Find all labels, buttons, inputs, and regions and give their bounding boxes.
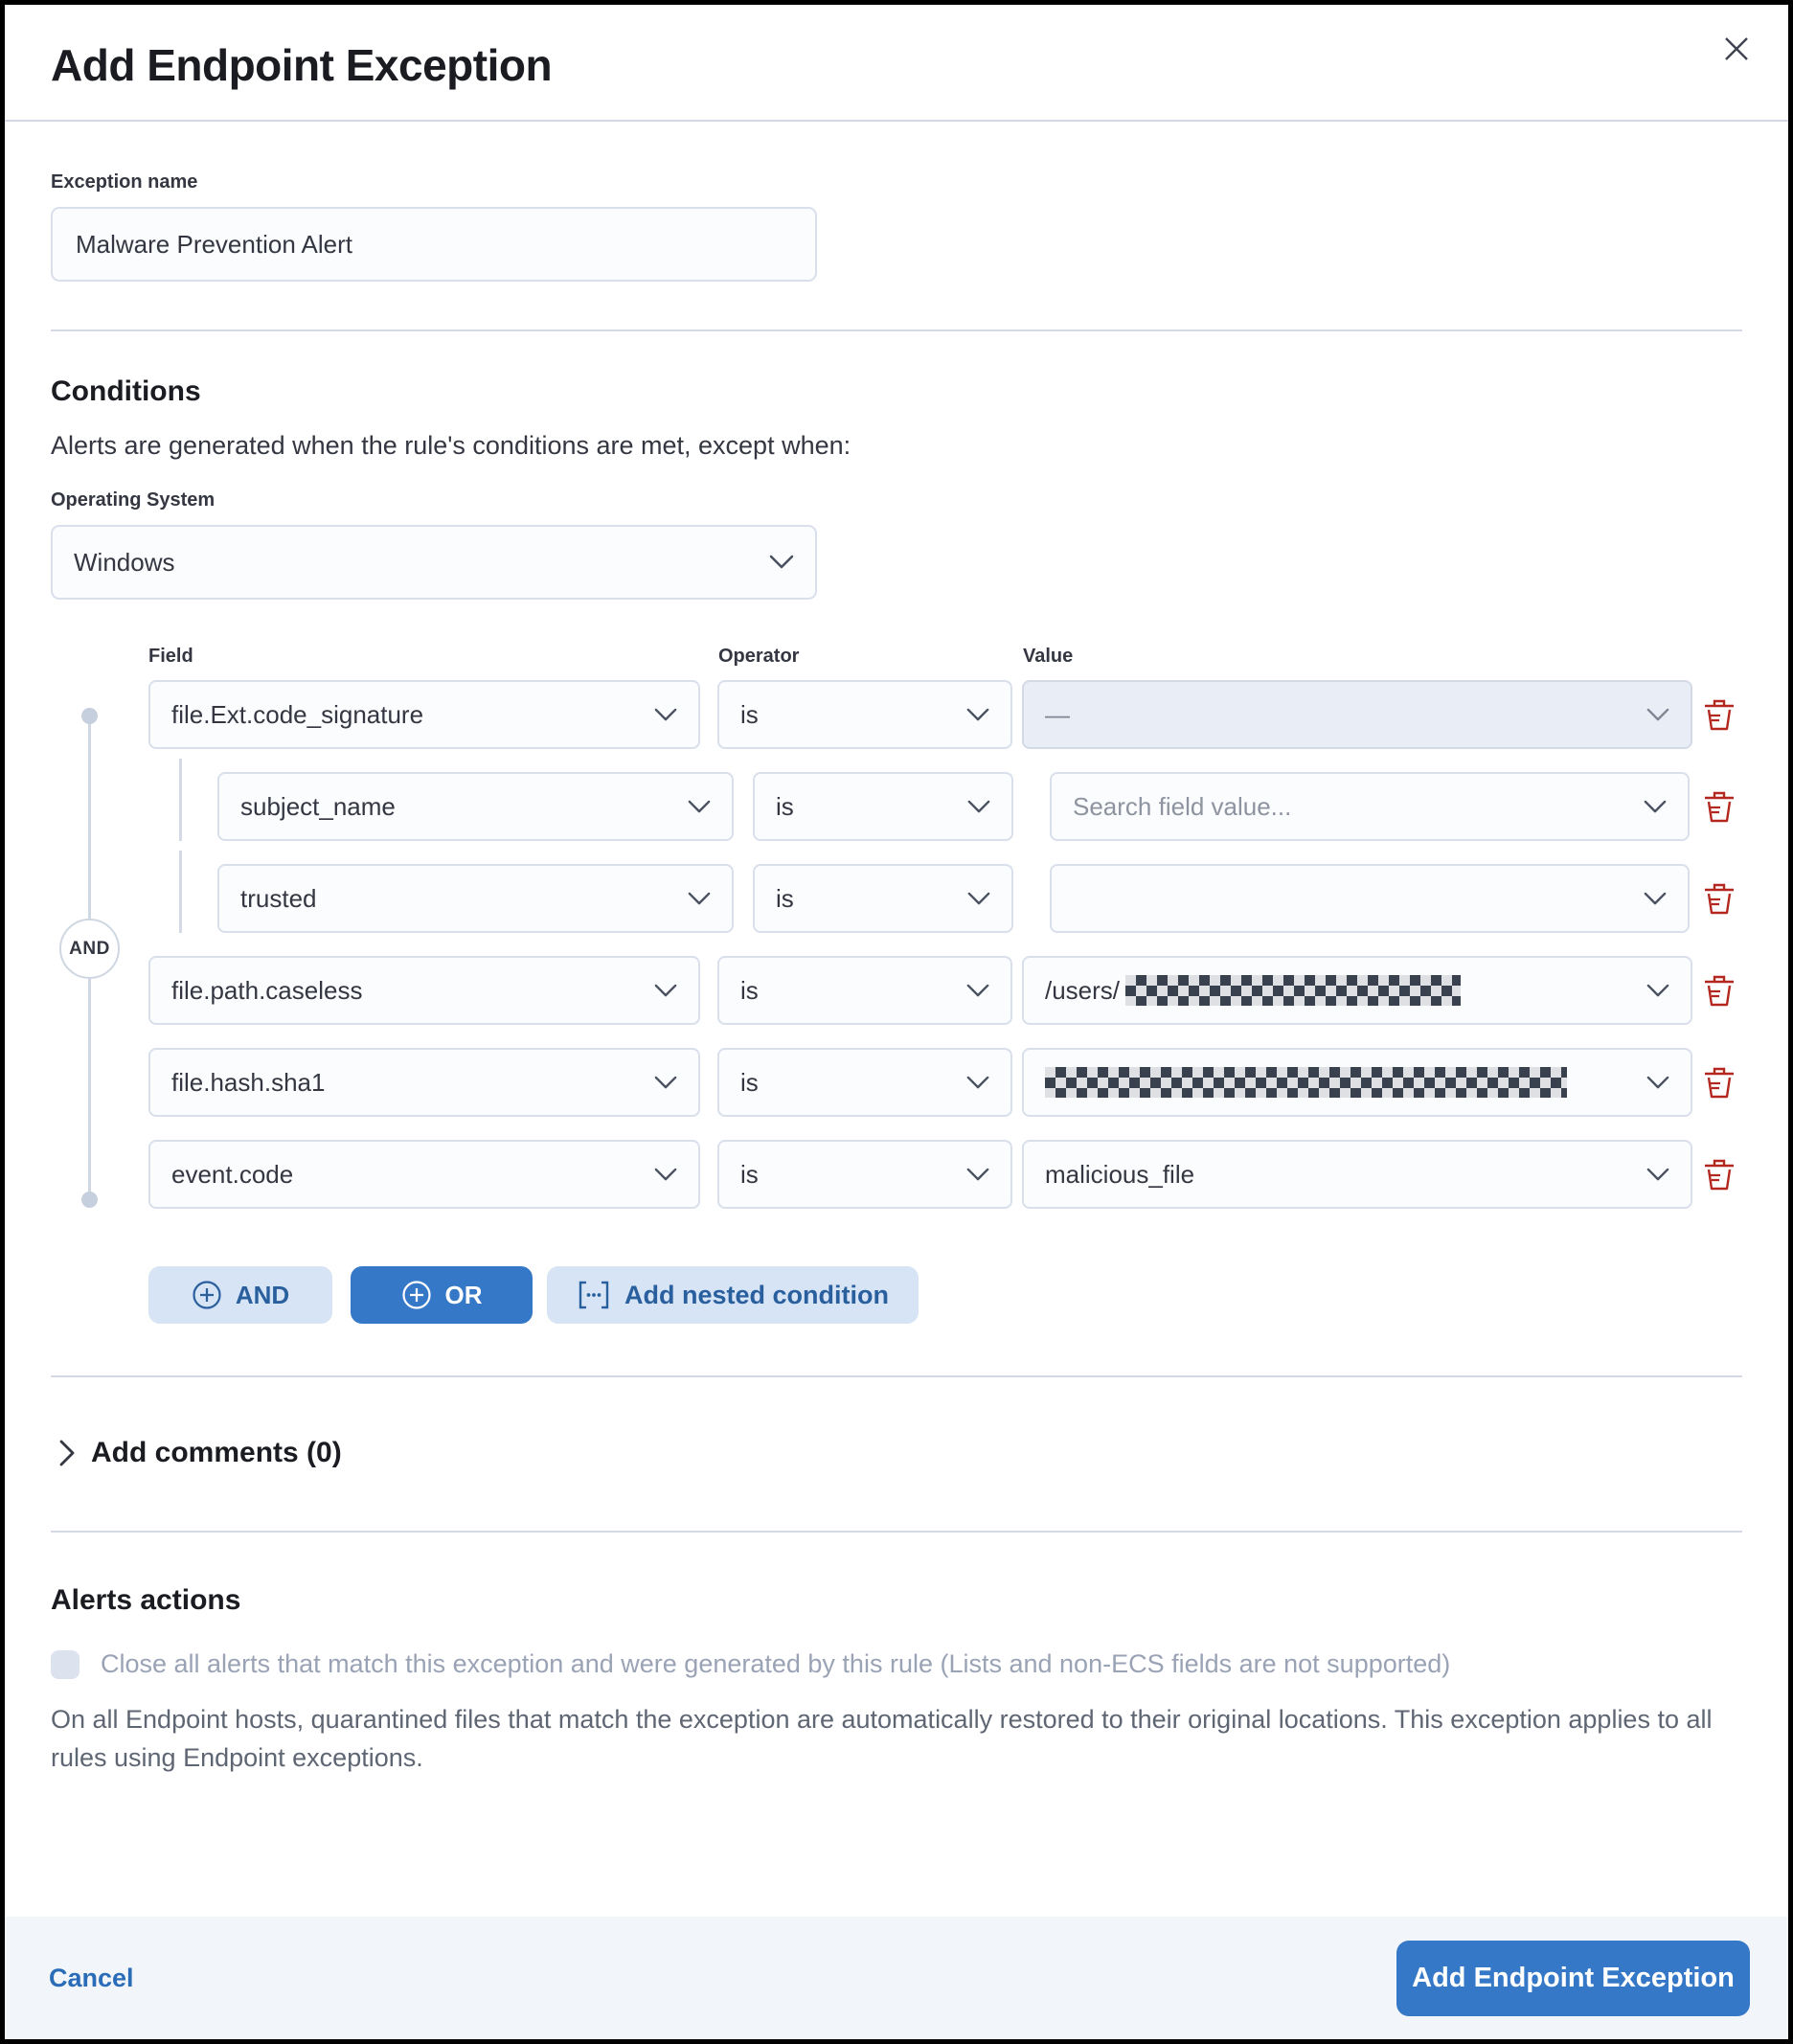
value-column-header: Value xyxy=(1023,645,1074,667)
condition-row-nested xyxy=(148,772,1742,841)
modal-header xyxy=(5,5,1788,122)
value-select[interactable] xyxy=(1022,956,1692,1025)
chevron-down-icon xyxy=(967,800,990,814)
value-select[interactable] xyxy=(1050,772,1690,841)
chevron-down-icon xyxy=(688,892,711,906)
operator-value: is xyxy=(740,699,759,729)
value-text: malicious_file xyxy=(1045,1159,1195,1189)
exception-name-label: Exception name xyxy=(51,171,198,193)
chevron-down-icon xyxy=(1646,1076,1669,1090)
field-value: file.path.caseless xyxy=(171,975,363,1005)
add-and-button[interactable] xyxy=(148,1266,332,1324)
close-alerts-label: Close all alerts that match this exception and were generated by this rule (Lists and non-ECS fields are not supported) xyxy=(101,1649,1451,1678)
condition-builder xyxy=(51,642,1742,1324)
delete-condition-button[interactable] xyxy=(1700,785,1738,828)
value-prefix: /users/ xyxy=(1045,975,1121,1005)
chevron-down-icon xyxy=(654,984,677,998)
chevron-down-icon xyxy=(654,1168,677,1182)
chevron-down-icon xyxy=(654,1076,677,1090)
condition-row-nested xyxy=(148,864,1742,933)
chevron-down-icon xyxy=(1644,800,1667,814)
conditions-heading: Conditions xyxy=(51,375,201,407)
page-title: Add Endpoint Exception xyxy=(51,40,553,90)
chevron-down-icon xyxy=(966,1168,989,1182)
trash-icon xyxy=(1703,697,1736,732)
add-or-button[interactable] xyxy=(351,1266,533,1324)
endpoint-exception-description: On all Endpoint hosts, quarantined files that match the exception are automatically restored to their original locations. This exception applies to all rules using Endpoint exceptions. xyxy=(51,1705,1713,1772)
value-redacted-path xyxy=(1045,975,1461,1006)
condition-buttons xyxy=(148,1266,1742,1324)
modal-footer xyxy=(5,1917,1788,2039)
modal-body xyxy=(5,171,1788,1777)
add-comments-toggle[interactable] xyxy=(58,1437,342,1469)
condition-row xyxy=(148,1140,1742,1209)
divider xyxy=(51,329,1742,331)
connector-dot-top xyxy=(81,708,98,724)
field-select[interactable] xyxy=(217,772,734,841)
condition-rows xyxy=(148,680,1742,1209)
field-select[interactable] xyxy=(148,680,700,749)
operator-select[interactable] xyxy=(717,680,1012,749)
exception-name-input[interactable] xyxy=(51,207,817,282)
chevron-down-icon xyxy=(1646,1168,1669,1182)
value-redacted-hash xyxy=(1045,1067,1567,1098)
exception-name-value: Malware Prevention Alert xyxy=(76,229,353,259)
operating-system-label: Operating System xyxy=(51,489,216,511)
operator-value: is xyxy=(776,791,794,821)
chevron-down-icon xyxy=(966,708,989,722)
column-headers xyxy=(148,642,1742,670)
field-value: file.Ext.code_signature xyxy=(171,699,424,729)
operator-select[interactable] xyxy=(717,1048,1012,1117)
field-value: subject_name xyxy=(240,791,396,821)
field-value: trusted xyxy=(240,883,317,913)
value-dash: — xyxy=(1045,699,1070,729)
field-value: file.hash.sha1 xyxy=(171,1067,326,1097)
value-select[interactable] xyxy=(1050,864,1690,933)
operator-column-header: Operator xyxy=(718,645,800,667)
operating-system-value: Windows xyxy=(74,547,175,577)
add-and-label: AND xyxy=(235,1280,290,1309)
operator-value: is xyxy=(776,883,794,913)
field-select[interactable] xyxy=(148,1048,700,1117)
chevron-down-icon xyxy=(1646,984,1669,998)
condition-row xyxy=(148,956,1742,1025)
nested-indent-bar xyxy=(179,759,182,841)
value-select xyxy=(1022,680,1692,749)
close-button[interactable] xyxy=(1714,26,1759,72)
operator-select[interactable] xyxy=(753,772,1013,841)
redacted-text xyxy=(1125,975,1461,1006)
add-endpoint-exception-button[interactable]: Add Endpoint Exception xyxy=(1396,1941,1750,2016)
brackets-dots-icon xyxy=(577,1279,624,1311)
condition-row xyxy=(148,1048,1742,1117)
connector-dot-bottom xyxy=(81,1192,98,1208)
operator-value: is xyxy=(740,975,759,1005)
chevron-down-icon xyxy=(688,800,711,814)
value-placeholder: Search field value... xyxy=(1073,791,1292,821)
trash-icon xyxy=(1703,1157,1736,1192)
trash-icon xyxy=(1703,973,1736,1008)
value-select[interactable] xyxy=(1022,1048,1692,1117)
condition-row xyxy=(148,680,1742,749)
field-select[interactable] xyxy=(148,956,700,1025)
trash-icon xyxy=(1703,881,1736,916)
operator-select[interactable] xyxy=(717,1140,1012,1209)
delete-condition-button[interactable] xyxy=(1700,693,1738,736)
plus-in-circle-icon xyxy=(192,1280,236,1310)
conditions-description: Alerts are generated when the rule's conditions are met, except when: xyxy=(51,431,851,460)
chevron-down-icon xyxy=(1646,708,1669,722)
alerts-actions-heading: Alerts actions xyxy=(51,1584,241,1616)
delete-condition-button[interactable] xyxy=(1700,877,1738,920)
delete-condition-button[interactable] xyxy=(1700,1061,1738,1103)
plus-in-circle-icon xyxy=(401,1280,445,1310)
chevron-down-icon xyxy=(1644,892,1667,906)
redacted-text xyxy=(1045,1067,1567,1098)
divider xyxy=(51,1375,1742,1377)
trash-icon xyxy=(1703,1065,1736,1100)
and-join-badge: AND xyxy=(59,919,120,979)
chevron-down-icon xyxy=(654,708,677,722)
chevron-down-icon xyxy=(966,1076,989,1090)
value-select[interactable] xyxy=(1022,1140,1692,1209)
chevron-down-icon xyxy=(966,984,989,998)
chevron-right-icon xyxy=(58,1439,76,1467)
field-select[interactable] xyxy=(148,1140,700,1209)
operator-value: is xyxy=(740,1067,759,1097)
delete-condition-button[interactable] xyxy=(1700,1153,1738,1195)
field-column-header: Field xyxy=(148,645,193,667)
delete-condition-button[interactable] xyxy=(1700,969,1738,1011)
operator-select[interactable] xyxy=(717,956,1012,1025)
close-alerts-checkbox[interactable] xyxy=(51,1650,79,1679)
operating-system-select[interactable] xyxy=(51,525,817,600)
add-comments-label: Add comments (0) xyxy=(91,1437,342,1468)
field-value: event.code xyxy=(171,1159,294,1189)
operator-value: is xyxy=(740,1159,759,1189)
cancel-button[interactable]: Cancel xyxy=(49,1963,134,1992)
add-nested-condition-button[interactable] xyxy=(547,1266,919,1324)
field-select[interactable] xyxy=(217,864,734,933)
close-icon xyxy=(1722,34,1751,63)
divider xyxy=(51,1531,1742,1533)
add-nested-condition-label: Add nested condition xyxy=(624,1280,889,1309)
close-alerts-option xyxy=(51,1649,1742,1679)
trash-icon xyxy=(1703,789,1736,824)
add-or-label: OR xyxy=(444,1280,483,1309)
chevron-down-icon xyxy=(967,892,990,906)
chevron-down-icon xyxy=(769,555,794,570)
operator-select[interactable] xyxy=(753,864,1013,933)
nested-indent-bar xyxy=(179,851,182,933)
